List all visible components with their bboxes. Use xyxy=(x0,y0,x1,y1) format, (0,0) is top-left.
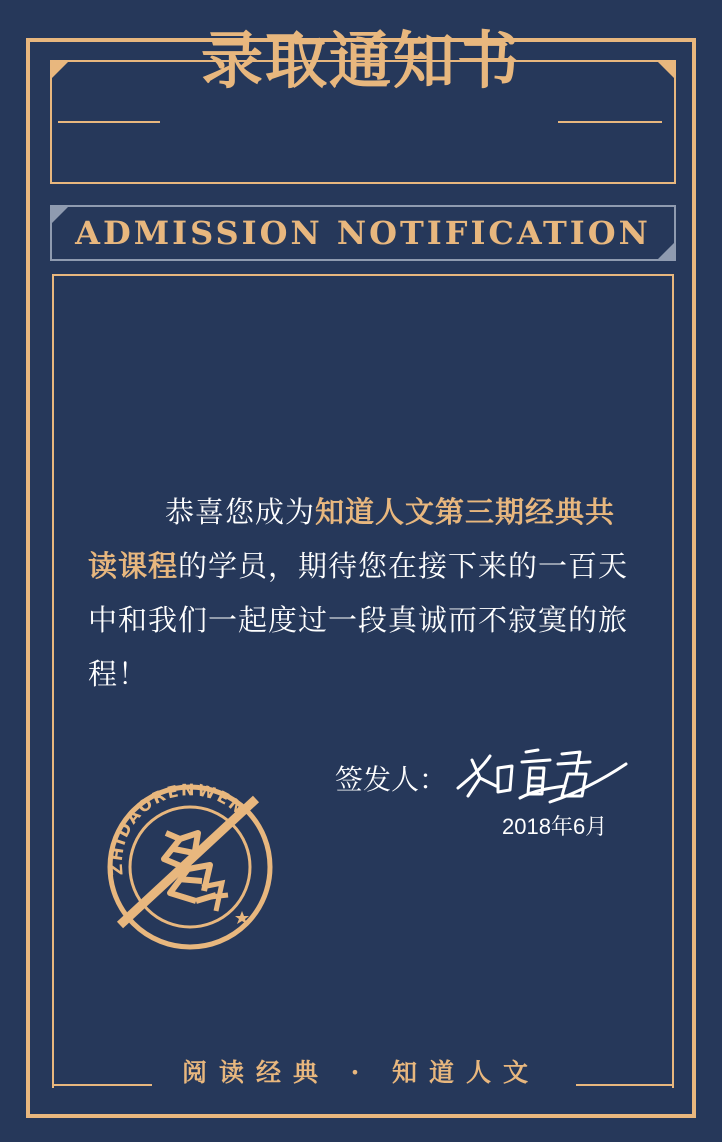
footer-rule-right xyxy=(576,1084,672,1086)
subtitle: ADMISSION NOTIFICATION xyxy=(75,214,651,252)
message-body: 的学员，期待您在接下来的一百天中和我们一起度过一段真诚而不寂寞的旅程！ xyxy=(88,549,629,691)
message-intro: 恭喜您成为 xyxy=(165,495,316,529)
title-rule-right xyxy=(558,121,662,123)
title-rule-left xyxy=(58,121,160,123)
congratulation-message xyxy=(88,485,636,701)
seal-text: ZHIDAORENWEN xyxy=(106,780,249,877)
signer-label: 签发人： xyxy=(335,763,448,796)
course-name: 知道人文第三期经典共读课程 xyxy=(88,495,616,583)
signature-image xyxy=(450,738,630,808)
page-title: 录取通知书 xyxy=(200,24,521,97)
issue-date: 2018年6月 xyxy=(502,814,608,839)
seal-stamp xyxy=(98,775,284,955)
footer-slogan: 阅读经典 · 知道人文 xyxy=(181,1058,541,1087)
footer-rule-left xyxy=(52,1084,152,1086)
